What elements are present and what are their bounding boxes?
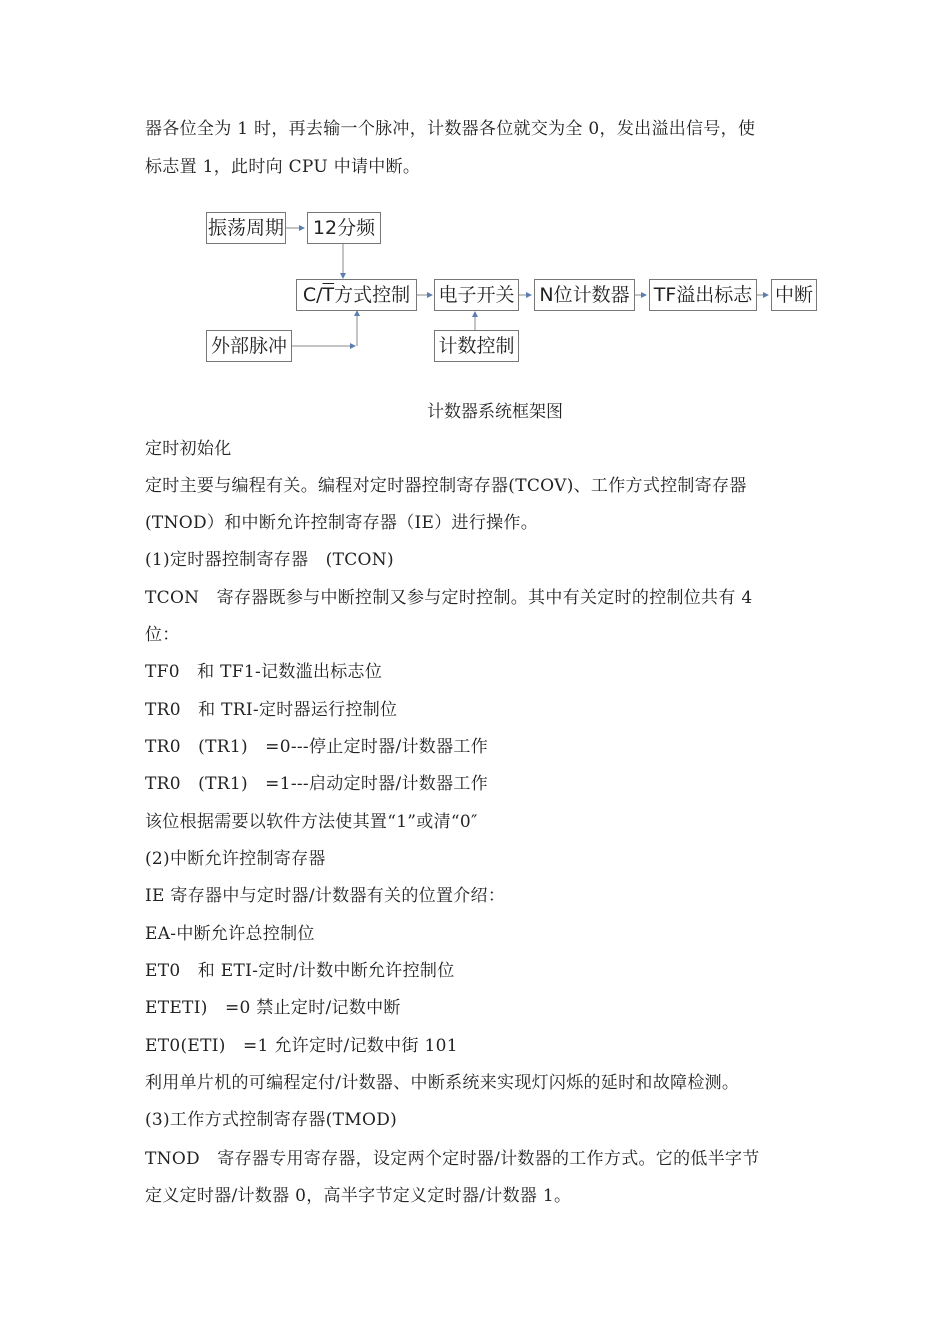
paragraph-line: 定时主要与编程有关。编程对定时器控制寄存器(TCOV)、工作方式控制寄存器 xyxy=(145,476,747,496)
paragraph-line: (TNOD）和中断允许控制寄存器（IE）进行操作。 xyxy=(145,513,539,533)
paragraph-line: ET0 和 ETI-定时/计数中断允许控制位 xyxy=(145,961,455,981)
paragraph-line: IE 寄存器中与定时器/计数器有关的位置介绍： xyxy=(145,886,506,906)
switch-box: 电子开关 xyxy=(434,279,519,311)
paragraph-line: 定时初始化 xyxy=(145,439,232,459)
diagram-caption: 计数器系统框架图 xyxy=(427,402,563,422)
paragraph-line: TR0 (TR1) =0---停止定时器/计数器工作 xyxy=(145,737,488,757)
ct-suffix: 方式控制 xyxy=(334,284,411,306)
divider-box: 12分频 xyxy=(307,212,381,244)
paragraph-line: 利用单片机的可编程定付/计数器、中断系统来实现灯闪烁的延时和故障检测。 xyxy=(145,1073,740,1093)
external-pulse-box: 外部脉冲 xyxy=(206,330,292,362)
ct-prefix: C/ xyxy=(302,284,323,306)
paragraph-line: (3)工作方式控制寄存器(TMOD) xyxy=(145,1110,398,1130)
paragraph-line: TCON 寄存器既参与中断控制又参与定时控制。其中有关定时的控制位共有 4 xyxy=(145,588,753,608)
paragraph-line: TF0 和 TF1-记数滥出标志位 xyxy=(145,662,383,682)
paragraph-line: 定义定时器/计数器 0，高半字节定义定时器/计数器 1。 xyxy=(145,1186,572,1206)
paragraph-line: 该位根据需要以软件方法使其置“1”或清“0″ xyxy=(145,812,478,832)
ct-t: $\overline{T}$ xyxy=(322,284,335,306)
count-control-box: 计数控制 xyxy=(434,330,519,362)
ct-mode-box xyxy=(296,279,417,311)
oscillator-box: 振荡周期 xyxy=(206,212,286,244)
tf-flag-box: TF溢出标志 xyxy=(649,279,757,311)
paragraph-line: EA-中断允许总控制位 xyxy=(145,924,315,944)
interrupt-box: 中断 xyxy=(771,279,817,311)
paragraph-line: TNOD 寄存器专用寄存器，设定两个定时器/计数器的工作方式。它的低半字节 xyxy=(145,1149,760,1169)
paragraph-line: 器各位全为 1 时，再去输一个脉冲，计数器各位就交为全 0，发出溢出信号，使 xyxy=(145,119,756,139)
counter-system-diagram xyxy=(195,185,825,375)
paragraph-line: ETETI) =0 禁止定时/记数中断 xyxy=(145,998,401,1018)
paragraph-line: (2)中断允许控制寄存器 xyxy=(145,849,326,869)
paragraph-line: TR0 和 TRI-定时器运行控制位 xyxy=(145,700,398,720)
paragraph-line: (1)定时器控制寄存器 (TCON) xyxy=(145,550,394,570)
paragraph-line: TR0 (TR1) =1---启动定时器/计数器工作 xyxy=(145,774,488,794)
paragraph-line: 位： xyxy=(145,625,180,645)
paragraph-line: 标志置 1，此时向 CPU 中请中断。 xyxy=(145,157,421,177)
counter-box: N位计数器 xyxy=(534,279,635,311)
paragraph-line: ET0(ETI) =1 允许定时/记数中街 101 xyxy=(145,1036,458,1056)
